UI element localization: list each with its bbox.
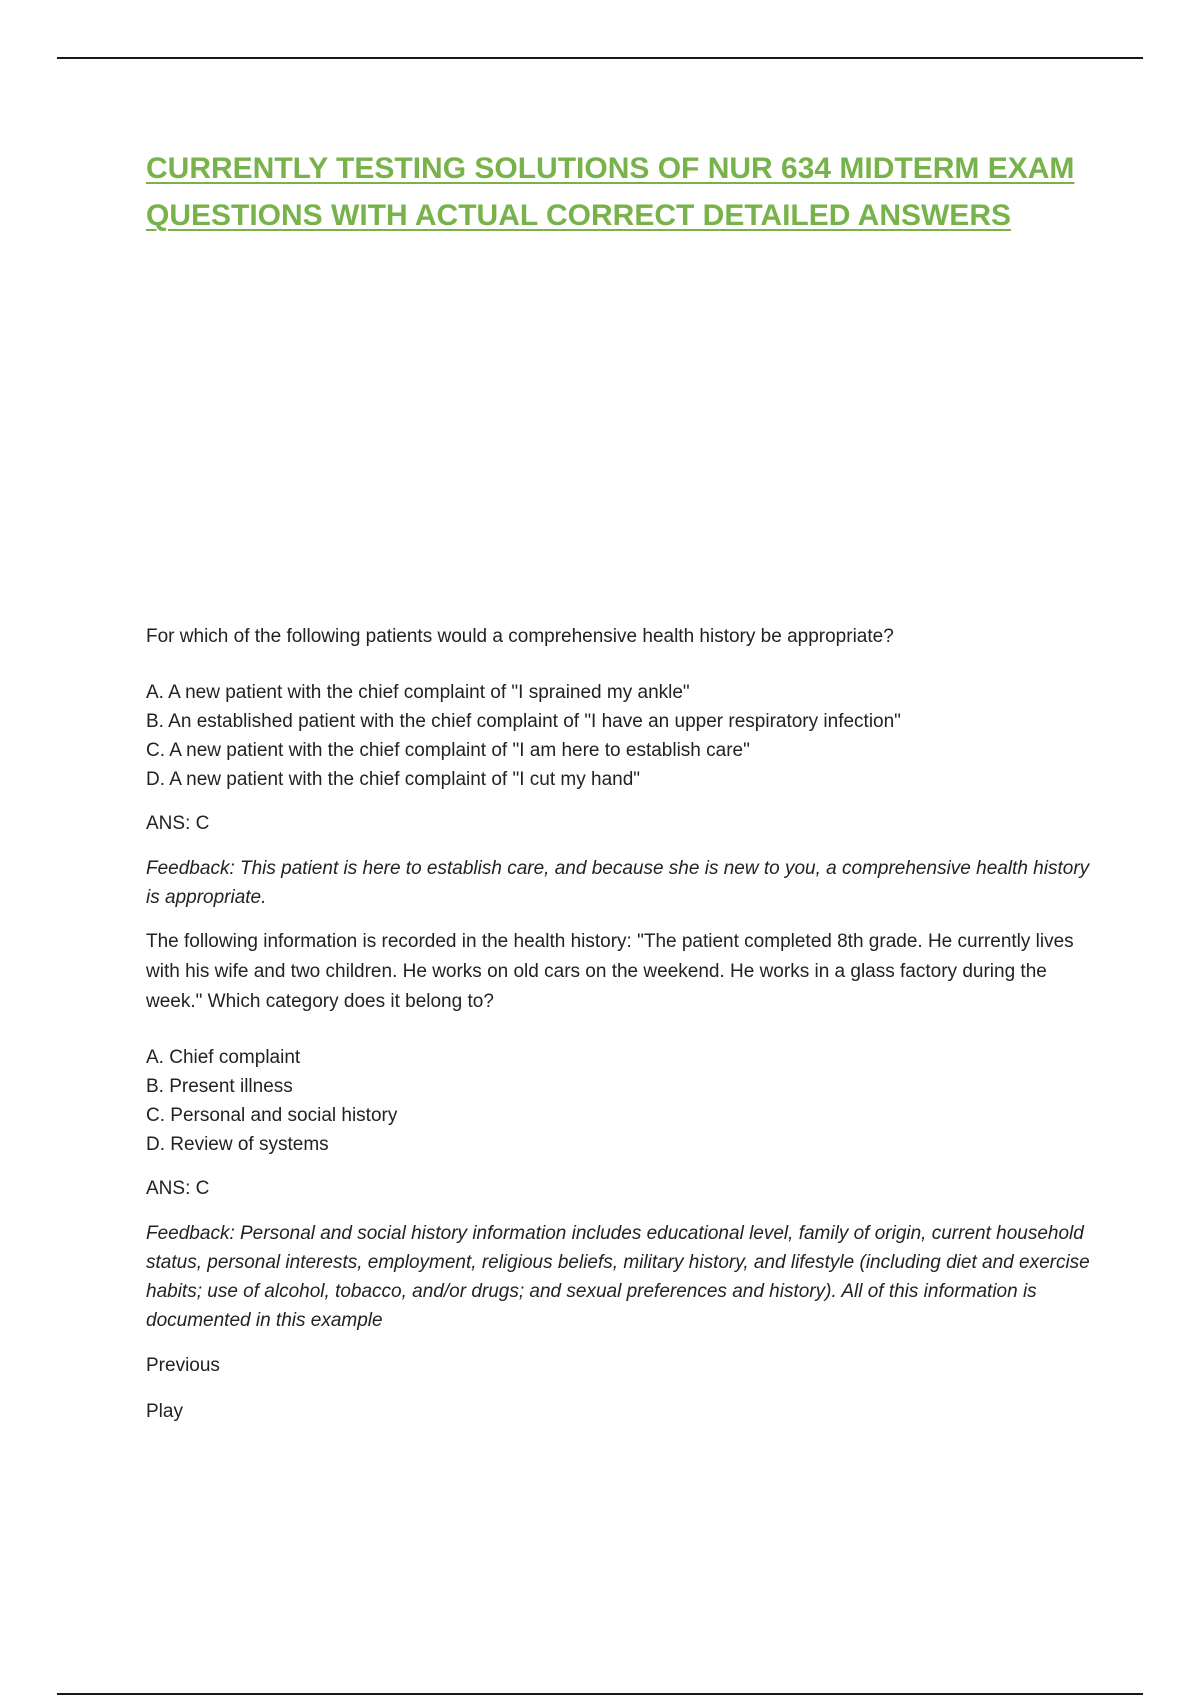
question-2-options	[146, 1043, 1106, 1159]
question-1-answer: ANS: C	[146, 813, 210, 834]
question-1-feedback: Feedback: This patient is here to establish care, and because she is new to you, a comprehensive health history is appropriate.	[146, 858, 1090, 908]
question-1-option-c: C. A new patient with the chief complaint of "I am here to establish care"	[146, 740, 750, 761]
document-title	[146, 145, 1106, 239]
bottom-divider	[57, 1693, 1143, 1695]
question-2-option-b: B. Present illness	[146, 1076, 293, 1097]
question-2-option-d: D. Review of systems	[146, 1134, 329, 1155]
title-line-2: QUESTIONS WITH ACTUAL CORRECT DETAILED ANSWERS	[146, 199, 1011, 232]
play-text: Play	[146, 1401, 183, 1422]
question-1-option-b: B. An established patient with the chief complaint of "I have an upper respiratory infection"	[146, 711, 901, 732]
question-2-option-a: A. Chief complaint	[146, 1047, 301, 1068]
question-2-feedback: Feedback: Personal and social history information includes educational level, family of origin, current household status, personal interests, employment, religious beliefs, military history, and lifestyle (including diet and exercise habits; use of alcohol, tobacco, and/or drugs; and sexual preferences and history). All of this information is documented in this example	[146, 1223, 1090, 1331]
question-1-options	[146, 678, 1106, 794]
title-line-1: CURRENTLY TESTING SOLUTIONS OF NUR 634 MIDTERM EXAM	[146, 152, 1075, 185]
previous-text: Previous	[146, 1355, 220, 1376]
question-1-option-a: A. A new patient with the chief complaint of "I sprained my ankle"	[146, 682, 690, 703]
document-body	[146, 622, 1106, 1427]
top-divider	[57, 57, 1143, 59]
question-2-answer: ANS: C	[146, 1178, 210, 1199]
question-2-option-c: C. Personal and social history	[146, 1105, 398, 1126]
question-2-text: The following information is recorded in the health history: "The patient completed 8th grade. He currently lives with his wife and two children. He works on old cars on the weekend. He works in a glass factory during the week." Which category does it belong to?	[146, 931, 1074, 1012]
question-1-option-d: D. A new patient with the chief complaint of "I cut my hand"	[146, 769, 641, 790]
question-1-text: For which of the following patients would a comprehensive health history be appropriate?	[146, 626, 894, 647]
